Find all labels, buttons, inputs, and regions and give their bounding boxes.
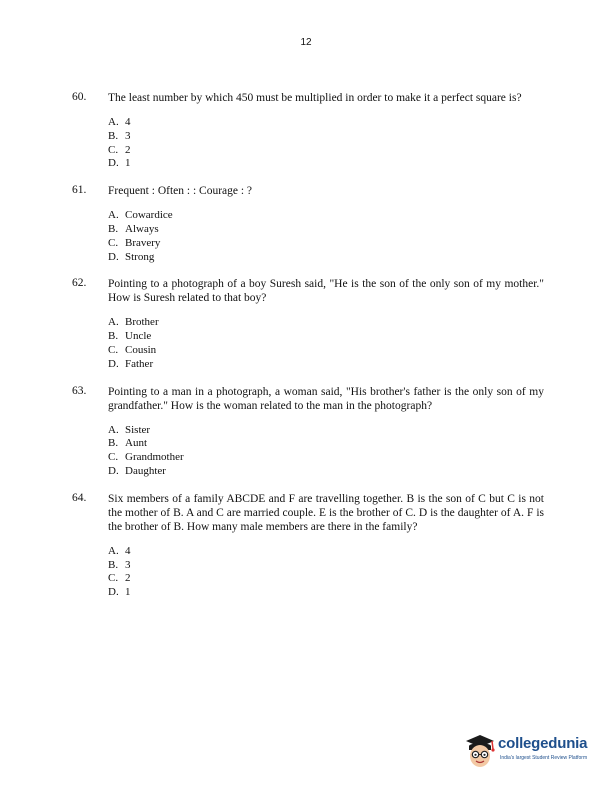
- option-text: Strong: [125, 250, 155, 263]
- option-text: 4: [125, 544, 131, 557]
- option-letter: C.: [108, 143, 119, 156]
- option-text: 3: [125, 558, 131, 571]
- option-d: [108, 586, 612, 600]
- option-text: Sister: [125, 423, 151, 436]
- option-a: [108, 545, 612, 559]
- option-text: Uncle: [125, 330, 152, 343]
- question-64: [0, 492, 612, 600]
- collegedunia-logo: [462, 732, 602, 772]
- option-list: [108, 424, 612, 479]
- option-text: Grandmother: [125, 451, 184, 464]
- question-62: [0, 277, 612, 371]
- option-letter: A.: [108, 116, 119, 128]
- option-letter: A.: [108, 316, 119, 329]
- option-letter: C.: [108, 343, 119, 356]
- question-number: 62.: [72, 277, 87, 290]
- option-text: 1: [125, 157, 131, 170]
- option-letter: A.: [108, 209, 119, 222]
- option-b: [108, 130, 612, 144]
- question-63: [0, 385, 612, 479]
- option-d: [108, 251, 612, 265]
- option-list: [108, 209, 612, 264]
- option-letter: D.: [108, 157, 119, 170]
- option-b: [108, 559, 612, 573]
- question-number: 61.: [72, 184, 87, 197]
- option-b: [108, 437, 612, 451]
- question-text: The least number by which 450 must be multiplied in order to make it a perfect square is?: [108, 92, 522, 104]
- option-text: Cousin: [125, 343, 157, 356]
- option-letter: B.: [108, 330, 119, 343]
- option-text: Brother: [125, 316, 159, 329]
- option-letter: C.: [108, 451, 119, 464]
- option-d: [108, 358, 612, 372]
- option-b: [108, 223, 612, 237]
- page-number: 12: [300, 37, 312, 48]
- option-letter: D.: [108, 357, 119, 370]
- option-c: [108, 144, 612, 158]
- option-letter: B.: [108, 437, 119, 450]
- question-text: Pointing to a photograph of a boy Suresh said, "He is the son of the only son of my mother." How is Suresh related to that boy?: [108, 278, 544, 305]
- option-text: 1: [125, 586, 131, 599]
- option-text: 3: [125, 129, 131, 142]
- question-number: 60.: [72, 91, 87, 103]
- option-list: [108, 545, 612, 600]
- option-a: [108, 424, 612, 438]
- option-letter: C.: [108, 236, 119, 249]
- option-text: Cowardice: [125, 209, 173, 222]
- question-text: Six members of a family ABCDE and F are travelling together. B is the son of C but C is not the mother of B. A and C are married couple. E is the brother of C. D is the daughter of A. F is the brother of B. How many male members are there in the family?: [108, 492, 544, 533]
- question-text: Frequent : Often : : Courage : ?: [108, 185, 253, 198]
- option-text: Aunt: [125, 437, 147, 450]
- option-letter: D.: [108, 586, 119, 599]
- option-text: Daughter: [125, 464, 166, 477]
- option-c: [108, 451, 612, 465]
- option-list: [108, 316, 612, 371]
- question-list: [0, 91, 612, 613]
- option-a: [108, 209, 612, 223]
- question-text: Pointing to a man in a photograph, a woman said, "His brother's father is the only son of my grandfather." How is the woman related to the man in the photograph?: [108, 385, 544, 412]
- option-b: [108, 330, 612, 344]
- question-number: 64.: [72, 491, 87, 504]
- option-text: Always: [125, 222, 159, 235]
- option-text: 2: [125, 572, 131, 585]
- student-mascot-icon: [462, 732, 498, 772]
- option-text: 4: [125, 116, 131, 128]
- option-c: [108, 237, 612, 251]
- option-letter: C.: [108, 572, 119, 585]
- logo-tagline: India's largest Student Review Platform: [500, 755, 588, 761]
- option-c: [108, 344, 612, 358]
- question-number: 63.: [72, 384, 87, 397]
- option-letter: B.: [108, 222, 119, 235]
- option-c: [108, 572, 612, 586]
- option-d: [108, 157, 612, 171]
- option-letter: B.: [108, 558, 119, 571]
- logo-wordmark: collegedunia: [498, 735, 588, 752]
- option-a: [108, 316, 612, 330]
- question-60: [0, 91, 612, 171]
- question-61: [0, 184, 612, 264]
- option-text: 2: [125, 143, 131, 156]
- option-letter: A.: [108, 423, 119, 436]
- option-text: Father: [125, 357, 154, 370]
- option-letter: D.: [108, 464, 119, 477]
- option-letter: A.: [108, 544, 119, 557]
- option-list: [108, 116, 612, 171]
- option-d: [108, 465, 612, 479]
- option-letter: B.: [108, 129, 119, 142]
- option-text: Bravery: [125, 236, 161, 249]
- option-letter: D.: [108, 250, 119, 263]
- option-a: [108, 116, 612, 130]
